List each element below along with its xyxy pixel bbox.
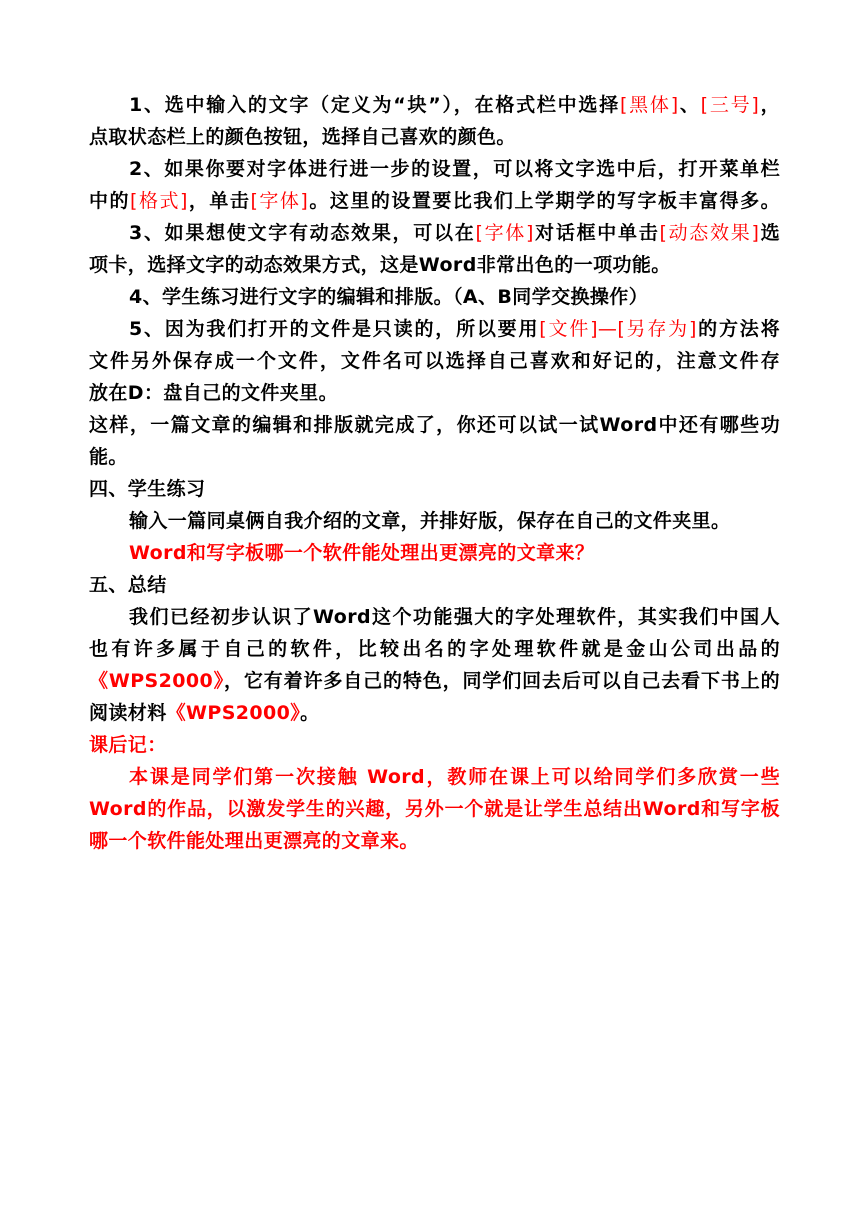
practice-question [89,537,780,569]
conclusion-line-1 [89,409,780,441]
step-5-line-1 [89,313,780,345]
heading: 课后记： [89,734,167,756]
text: 1、选中输入的文字（定义为“块”），在格式栏中选择 [129,94,620,116]
afterword-line-1 [89,761,780,793]
text: 。 [300,702,320,724]
summary-line-4 [89,697,780,729]
heading: 五、总结 [89,574,167,596]
font-size-option: [三号] [700,94,760,116]
text: 我们已经初步认识了Word这个功能强大的字处理软件，其实我们中国人 [129,606,780,628]
menu-font: [字体] [475,222,534,244]
summary-line-2 [89,633,780,665]
text: 能。 [89,446,128,468]
step-2-line-1 [89,153,780,185]
afterword-line-3 [89,825,780,857]
text: ，单击 [187,190,251,212]
text: Word和写字板哪一个软件能处理出更漂亮的文章来？ [129,542,595,564]
wps-title: 《WPS2000》 [89,670,224,692]
menu-font: [字体] [250,190,309,212]
step-5-line-3 [89,377,780,409]
section-heading-summary [89,569,780,601]
practice-line [89,505,780,537]
text: 哪一个软件能处理出更漂亮的文章来。 [89,830,419,852]
step-1-line-1 [89,89,780,121]
menu-format: [格式] [130,190,188,212]
text: 中的 [89,190,131,212]
step-3-line-1 [89,217,780,249]
text: 这样，一篇文章的编辑和排版就完成了，你还可以试一试Word中还有哪些功 [89,414,780,436]
afterword-line-2 [89,793,780,825]
text: 5、因为我们打开的文件是只读的，所以要用 [129,318,540,340]
text: 4、学生练习进行文字的编辑和排版。（A、B同学交换操作） [129,286,649,308]
text: 2、如果你要对字体进行进一步的设置，可以将文字选中后，打开菜单栏 [129,158,780,180]
text: ， [759,94,780,116]
text: 放在D：盘自己的文件夹里。 [89,382,338,404]
text: 输入一篇同桌俩自我介绍的文章，并排好版，保存在自己的文件夹里。 [129,510,731,532]
text: 文件另外保存成一个文件，文件名可以选择自己喜欢和好记的，注意文件存 [89,350,780,372]
heading: 四、学生练习 [89,478,206,500]
text: Word的作品，以激发学生的兴趣，另外一个就是让学生总结出Word和写字板 [89,798,780,820]
tab-animation: [动态效果] [659,222,760,244]
text: 项卡，选择文字的动态效果方式，这是Word非常出色的一项功能。 [89,254,671,276]
text: 的方法将 [696,318,780,340]
step-2-line-2 [89,185,780,217]
step-4-line [89,281,780,313]
text: 也有许多属于自己的软件，比较出名的字处理软件就是金山公司出品的 [89,638,780,660]
step-3-line-2 [89,249,780,281]
font-option-heiti: [黑体] [619,94,679,116]
menu-file-save-as: [文件]—[另存为] [539,318,697,340]
text: 本课是同学们第一次接触 Word，教师在课上可以给同学们多欣赏一些 [129,766,780,788]
section-heading-practice [89,473,780,505]
step-1-line-2 [89,121,780,153]
summary-line-3 [89,665,780,697]
summary-line-1 [89,601,780,633]
text: 阅读材料 [89,702,167,724]
text: 。这里的设置要比我们上学期学的写字板丰富得多。 [308,190,780,212]
conclusion-line-2 [89,441,780,473]
text: ，它有着许多自己的特色，同学们回去后可以自己去看下书上的 [223,670,780,692]
step-5-line-2 [89,345,780,377]
text: 选 [759,222,780,244]
wps-title: 《WPS2000》 [166,702,301,724]
text: 、 [678,94,701,116]
text: 3、如果想使文字有动态效果，可以在 [129,222,476,244]
section-heading-afterword [89,729,780,761]
text: 点取状态栏上的颜色按钮，选择自己喜欢的颜色。 [89,126,516,148]
text: 对话框中单击 [533,222,660,244]
